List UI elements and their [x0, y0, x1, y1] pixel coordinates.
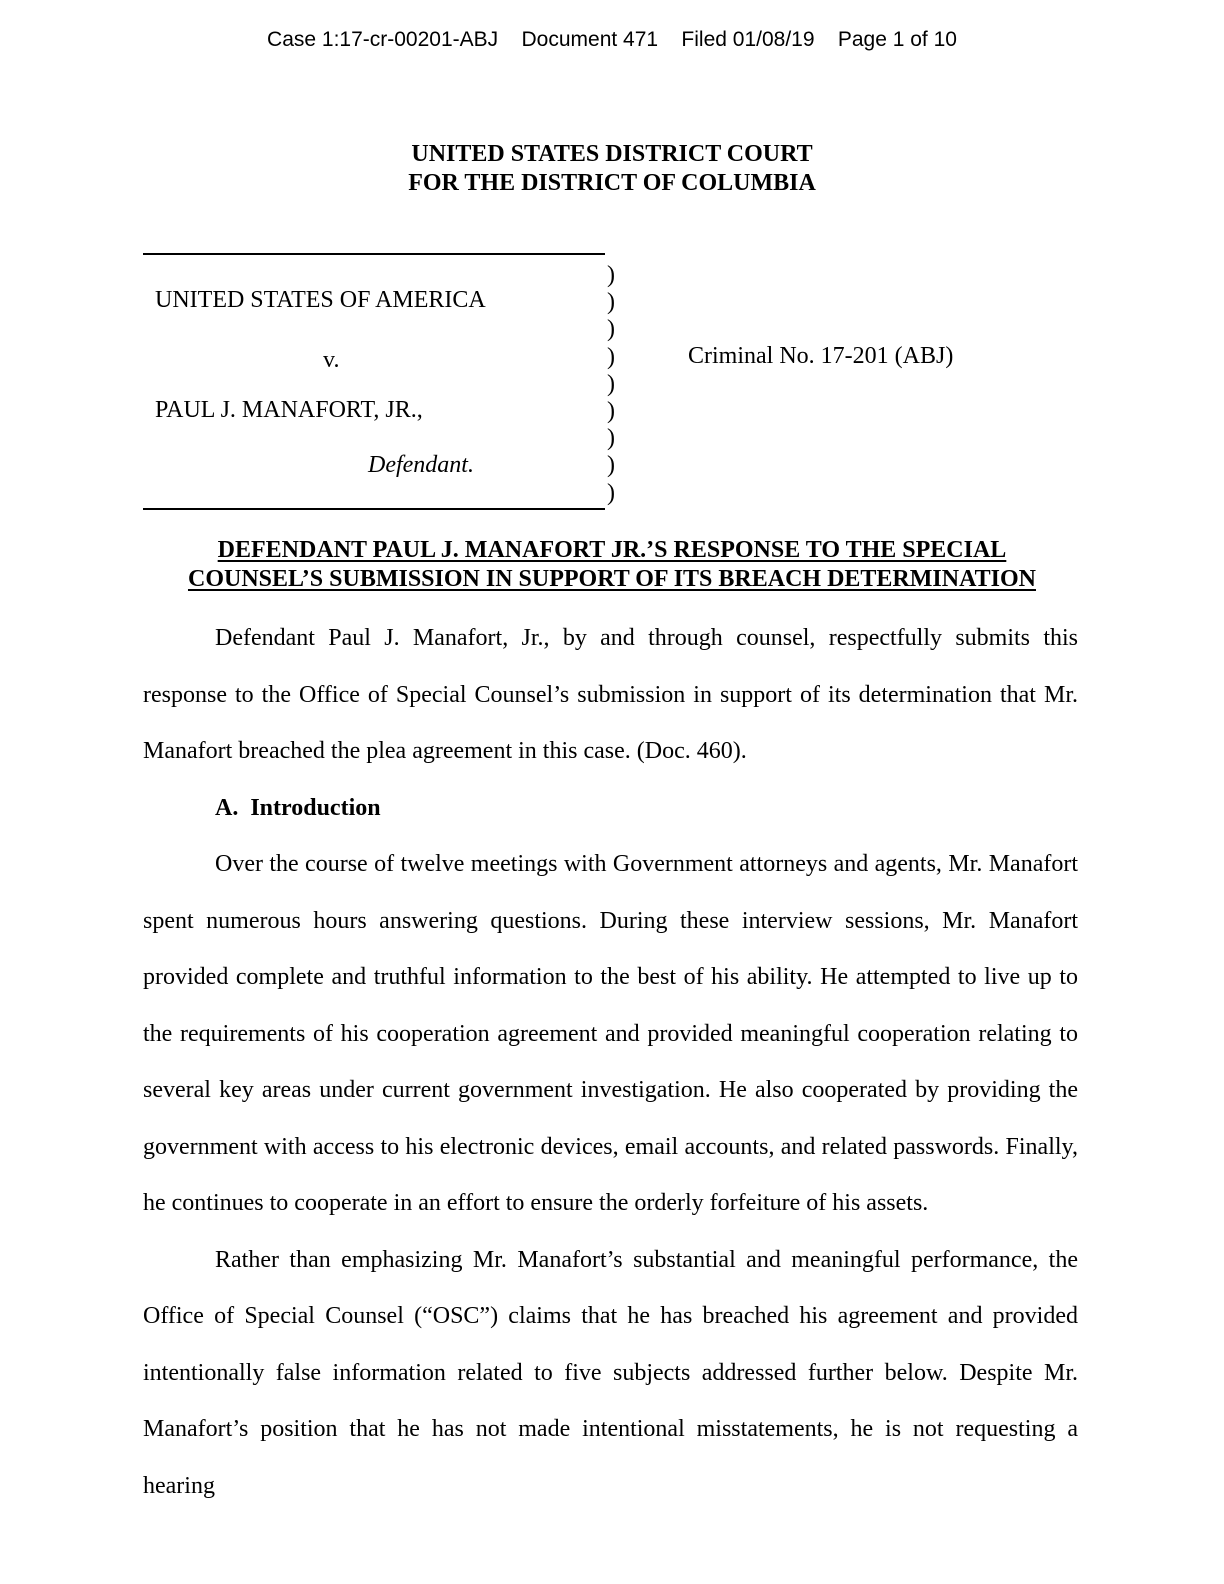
document-body	[143, 610, 1078, 1514]
court-name-line1: UNITED STATES DISTRICT COURT	[411, 141, 813, 167]
caption-paren: )	[607, 398, 615, 425]
defendant-name: PAUL J. MANAFORT, JR.,	[155, 397, 423, 423]
ecf-stamp-header: Case 1:17-cr-00201-ABJ Document 471 Filed 01/08/19 Page 1 of 10	[267, 28, 957, 51]
caption-paren: )	[607, 370, 615, 397]
defendant-role-label: Defendant.	[368, 452, 474, 478]
case-caption-parties	[143, 253, 605, 510]
caption-paren: )	[607, 262, 615, 288]
document-title	[0, 536, 1224, 594]
paragraph-1: Defendant Paul J. Manafort, Jr., by and through counsel, respectfully submits this response to the Office of Special Counsel’s submission in support of its determination that Mr. Manafort breached the plea agreement in this case. (Doc. 460).	[143, 625, 1078, 764]
caption-paren: )	[607, 343, 615, 370]
document-title-line1: DEFENDANT PAUL J. MANAFORT JR.’S RESPONSE TO THE SPECIAL	[217, 537, 1007, 563]
caption-paren: )	[607, 452, 615, 479]
court-name	[0, 140, 1224, 198]
caption-paren: )	[607, 289, 615, 316]
caption-paren: )	[607, 316, 615, 343]
paragraph-3: Rather than emphasizing Mr. Manafort’s substantial and meaningful performance, the Office of Special Counsel (“OSC”) claims that he has breached his agreement and provided intentionally false information related to five subjects addressed further below. Despite Mr. Manafort’s position that he has not made intentional misstatements, he is not requesting a hearing	[143, 1246, 1078, 1499]
case-number: Criminal No. 17-201 (ABJ)	[688, 343, 954, 369]
caption-paren: )	[607, 425, 615, 452]
court-name-line2: FOR THE DISTRICT OF COLUMBIA	[408, 170, 816, 196]
document-title-line2: COUNSEL’S SUBMISSION IN SUPPORT OF ITS BREACH DETERMINATION	[187, 566, 1036, 592]
caption-paren-column	[607, 262, 615, 507]
paragraph-2: Over the course of twelve meetings with Government attorneys and agents, Mr. Manafort spent numerous hours answering questions. During these interview sessions, Mr. Manafort provided complete and truthful information to the best of his ability. He attempted to live up to the requirements of his cooperation agreement and provided meaningful cooperation relating to several key areas under current government investigation. He also cooperated by providing the government with access to his electronic devices, email accounts, and related passwords. Finally, he continues to cooperate in an effort to ensure the orderly forfeiture of his assets.	[143, 851, 1078, 1216]
versus-label: v.	[323, 347, 340, 373]
section-a-heading: A. Introduction	[215, 794, 381, 821]
plaintiff-name: UNITED STATES OF AMERICA	[155, 287, 486, 313]
caption-paren: )	[607, 479, 615, 506]
case-caption	[143, 253, 1078, 510]
